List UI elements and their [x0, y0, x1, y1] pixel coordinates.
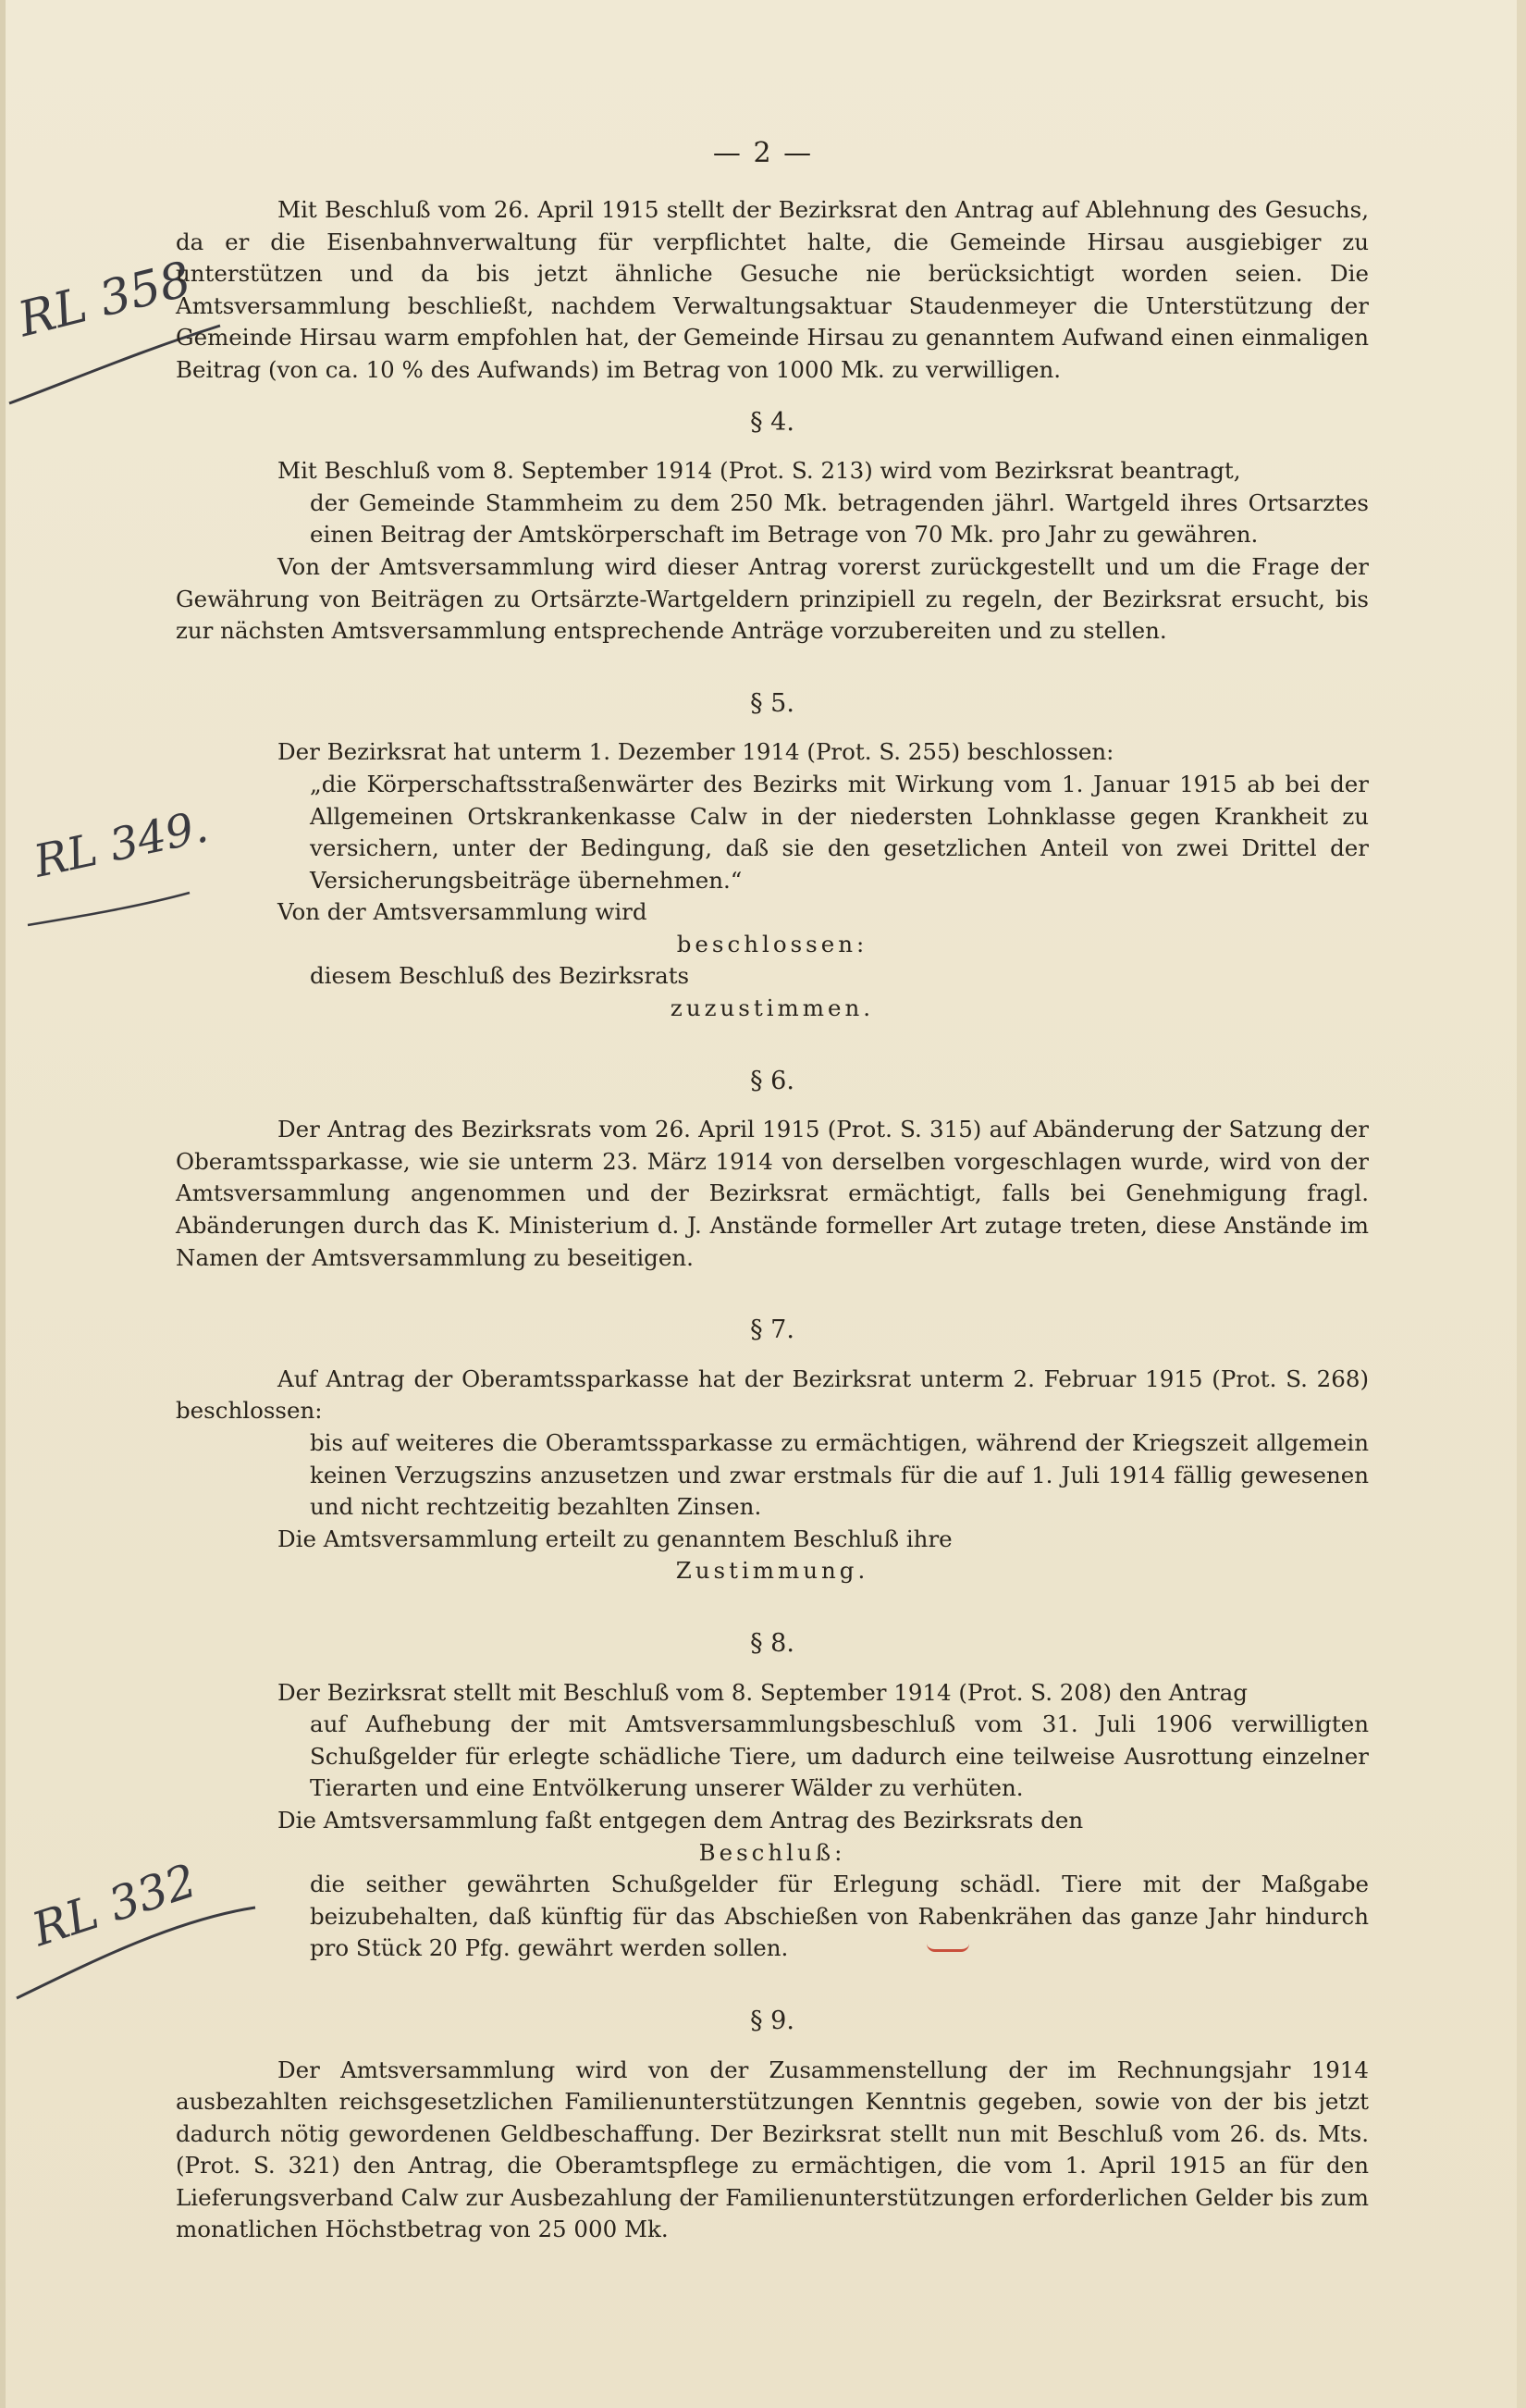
section-8-p2: Die Amtsversammlung faßt entgegen dem Antrag des Bezirksrats den — [277, 1806, 1084, 1834]
document-body — [176, 194, 1369, 2246]
page-number: — 2 — — [712, 137, 814, 169]
section-9-text: Der Amtsversammlung wird von der Zusammenstellung der im Rechnungsjahr 1914 ausbezahlten reichsgesetzlichen Familienunterstützungen Kenntnis gegeben, sowie von der bis jetzt dadurch nötig gewordenen Geldbeschaffung. Der Bezirksrat stellt nun mit Beschluß vom 26. ds. Mts. (Prot. S. 321) den Antrag, die Oberamtspflege zu ermächtigen, die vom 1. April 1915 an für den Lieferungsverband Calw zur Ausbezahlung der Familienunterstützungen erforderlichen Gelder bis zum monatlichen Höchstbetrag von 25 000 Mk. — [176, 2056, 1369, 2243]
section-8-p3: die seither gewährten Schußgelder für Erlegung schädl. Tiere mit der Maßgabe beizubehalten, daß künftig für das Abschießen von Rabenkrähen das ganze Jahr hindurch pro Stück 20 Pfg. gewährt werden sollen. — [310, 1871, 1369, 1962]
section-7-consent: Zustimmung. — [675, 1557, 869, 1585]
section-5-decided: beschlossen: — [676, 930, 868, 957]
section-6-heading: § 6. — [750, 1066, 794, 1095]
section-8-p1b: auf Aufhebung der mit Amtsversammlungsbeschluß vom 31. Juli 1906 verwilligten Schußgelder für erlegte schädliche Tiere, um dadurch eine teilweise Ausrottung einzelner Tierarten und eine Entvölkerung unserer Wälder zu verhüten. — [310, 1710, 1369, 1802]
section-6-text: Der Antrag des Bezirksrats vom 26. April 1915 (Prot. S. 315) auf Abänderung der Satzung der Oberamtssparkasse, wie sie unterm 23. März 1914 von derselben vorgeschlagen wurde, wird von der Amtsversammlung angenommen und der Bezirksrat ermächtigt, falls bei Genehmigung fragl. Abänderungen durch das K. Ministerium d. J. Anstände formeller Art zutage treten, diese Anstände im Namen der Amtsversammlung zu beseitigen. — [176, 1116, 1369, 1271]
margin-annotation-1-text: RL 358 — [13, 252, 197, 349]
section-7-heading: § 7. — [750, 1315, 794, 1345]
intro-paragraph: Mit Beschluß vom 26. April 1915 stellt der Bezirksrat den Antrag auf Ablehnung des Gesuchs, da er die Eisenbahnverwaltung für verpflichtet halte, die Gemeinde Hirsau ausgiebiger zu unterstützen und da bis jetzt ähnliche Gesuche nie berücksichtigt worden seien. Die Amtsversammlung beschließt, nachdem Verwaltungsaktuar Staudenmeyer die Unterstützung der Gemeinde Hirsau warm empfohlen hat, der Gemeinde Hirsau zu genanntem Aufwand einen einmaligen Beitrag (von ca. 10 % des Aufwands) im Betrag von 1000 Mk. zu verwilligen. — [176, 196, 1369, 383]
section-7-p2: bis auf weiteres die Oberamtssparkasse zu ermächtigen, während der Kriegszeit allgemein keinen Verzugszins anzusetzen und zwar erstmals für die auf 1. Juli 1914 fällig gewesenen und nicht rechtzeitig bezahlten Zinsen. — [310, 1429, 1369, 1521]
section-8-p1: Der Bezirksrat stellt mit Beschluß vom 8. September 1914 (Prot. S. 208) den Antrag — [277, 1678, 1248, 1706]
section-8-heading: § 8. — [750, 1628, 794, 1658]
section-5-heading: § 5. — [750, 688, 794, 718]
section-5-quote: „die Körperschaftsstraßenwärter des Bezirks mit Wirkung vom 1. Januar 1915 ab bei der Allgemeinen Ortskrankenkasse Calw in der niedersten Lohnklasse gegen Krankheit zu versichern, unter der Bedingung, daß sie den gesetzlichen Anteil von zwei Drittel der Versicherungsbeiträge übernehmen.“ — [310, 770, 1369, 894]
section-4-p2: Von der Amtsversammlung wird dieser Antrag vorerst zurückgestellt und um die Frage der Gewährung von Beiträgen zu Ortsärzte-Wartgeldern prinzipiell zu regeln, der Bezirksrat ersucht, bis zur nächsten Amtsversammlung entsprechende Anträge vorzubereiten und zu stellen. — [176, 552, 1369, 645]
section-4-p1: Mit Beschluß vom 8. September 1914 (Prot. S. 213) wird vom Bezirksrat beantragt, — [277, 457, 1241, 485]
section-4-p1b: der Gemeinde Stammheim zu dem 250 Mk. betragenden jährl. Wartgeld ihres Ortsarztes einen Beitrag der Amtskörperschaft im Betrage von 70 Mk. pro Jahr zu gewähren. — [310, 488, 1369, 549]
margin-annotation-3-text: RL 332 — [26, 1853, 203, 1957]
section-5-p3: diesem Beschluß des Bezirksrats — [310, 962, 690, 990]
section-5-p2: Von der Amtsversammlung wird — [277, 898, 647, 926]
section-7-p3: Die Amtsversammlung erteilt zu genanntem Beschluß ihre — [277, 1525, 953, 1552]
margin-annotation-2-text: RL 349. — [30, 800, 213, 888]
section-4-heading: § 4. — [750, 407, 794, 437]
section-7-p1: Auf Antrag der Oberamtssparkasse hat der Bezirksrat unterm 2. Februar 1915 (Prot. S. 268) beschlossen: — [176, 1365, 1369, 1425]
section-5-agree: zuzustimmen. — [670, 994, 875, 1022]
section-5-p1: Der Bezirksrat hat unterm 1. Dezember 1914 (Prot. S. 255) beschlossen: — [277, 738, 1114, 766]
section-8-decision: Beschluß: — [698, 1838, 846, 1866]
section-9-heading: § 9. — [750, 2006, 794, 2035]
